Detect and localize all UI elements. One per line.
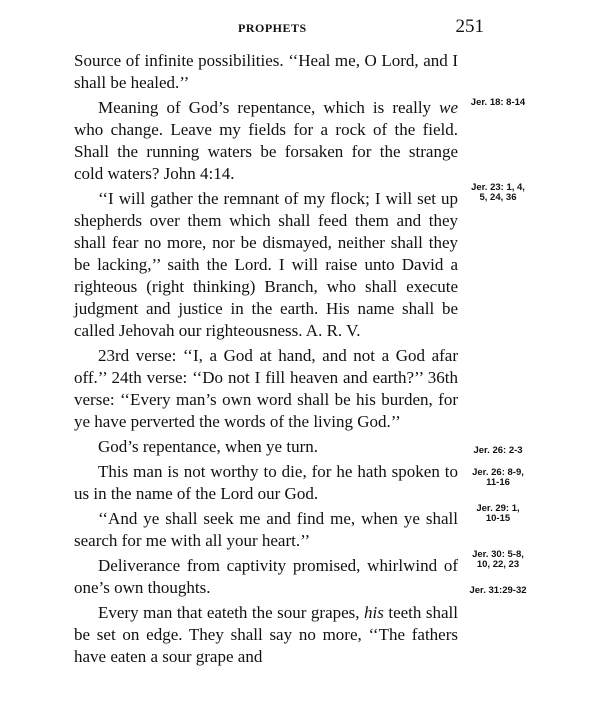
- chapter-title: PROPHETS: [238, 21, 307, 35]
- paragraph: This man is not worthy to die, for he hath spoken to us in the name of the Lord our God.: [74, 462, 458, 503]
- paragraph: [74, 97, 458, 185]
- margin-reference: Jer. 23: 1, 4, 5, 24, 36: [471, 182, 525, 203]
- body-text: [74, 50, 458, 671]
- paragraph: ‘‘I will gather the remnant of my flock; I will set up shepherds over them which shall feed them and they shall fear no more, nor be dismayed, neither shall they be lacking,’’ saith the Lord. I will raise unto David a righteous (right thinking) Branch, who shall execute judgment and justice in the earth. His name shall be called Jehovah our righteousness. A. R. V.: [74, 189, 458, 340]
- text-run: Meaning of God’s repentance, which is really: [98, 98, 440, 117]
- margin-reference: Jer. 31:29-32: [469, 585, 527, 596]
- text-run: Every man that eateth the sour grapes,: [98, 603, 365, 622]
- page-number: 251: [455, 16, 484, 37]
- margin-reference: Jer. 26: 2-3: [473, 445, 523, 456]
- margin-reference: Jer. 18: 8-14: [470, 97, 526, 108]
- paragraph: [74, 602, 458, 668]
- text-run: who change. Leave my fields for a rock of the field. Shall the running waters be forsaken for the strange cold waters? John 4:14.: [74, 120, 458, 183]
- margin-reference: Jer. 29: 1, 10-15: [476, 503, 520, 524]
- paragraph: ‘‘And ye shall seek me and find me, when ye shall search for me with all your heart.’’: [74, 509, 458, 550]
- running-head: [74, 18, 484, 40]
- italic-word: his: [364, 603, 384, 622]
- paragraph: Deliverance from captivity promised, whirlwind of one’s own thoughts.: [74, 556, 458, 597]
- paragraph: 23rd verse: ‘‘I, a God at hand, and not a God afar off.’’ 24th verse: ‘‘Do not I fill heaven and earth?’’ 36th verse: ‘‘Every man’s own word shall be his burden, for ye have perverted the words of the living God.’’: [74, 346, 458, 431]
- text-run: teeth shall be set on edge. They shall say no more, ‘‘The fathers have eaten a sour grape and: [74, 603, 458, 666]
- paragraph: Source of infinite possibilities. ‘‘Heal me, O Lord, and I shall be healed.’’: [74, 51, 458, 92]
- margin-reference: Jer. 26: 8-9, 11-16: [472, 467, 524, 488]
- margin-reference: Jer. 30: 5-8, 10, 22, 23: [472, 549, 524, 570]
- italic-word: we: [439, 98, 458, 117]
- paragraph: God’s repentance, when ye turn.: [98, 437, 318, 456]
